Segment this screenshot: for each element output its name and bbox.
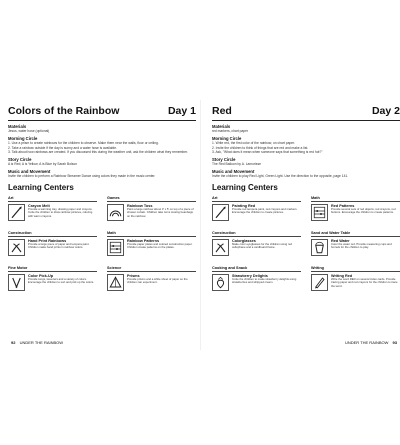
right-day-label: Day 2 <box>371 105 400 117</box>
right-footer-text: UNDER THE RAINBOW <box>344 340 389 345</box>
brush-icon <box>212 204 229 221</box>
center-category: Fine Motor <box>8 266 97 272</box>
center-description: Provide a large piece of paper and tempera paint. Children make hand prints in rainbow colors. <box>28 241 90 250</box>
pencil-icon <box>311 274 328 291</box>
center-description: Provide tongs, tweezers and a variety of colors. Encourage the children to sort and pick up the colors. <box>28 276 95 285</box>
center-category: Math <box>311 196 400 202</box>
center-description: Provide paper plates and colored construction paper. Children create patterns on the plates. <box>127 241 193 250</box>
center-description: Paint a large rainbow about 3' x 5' on top of a piece of shower curtain. Children take turns tossing beanbags on the rainbow. <box>127 206 194 218</box>
brush-icon <box>8 204 25 221</box>
hands-icon <box>8 239 25 256</box>
left-page <box>8 105 196 365</box>
bucket-icon <box>311 239 328 256</box>
center-category: Construction <box>212 231 301 237</box>
left-materials-text: Jesus, water hose (optional) <box>8 129 50 133</box>
right-music-text: Invite the children to play Red Light, Green Light. Use the direction to the opposite, page 141. <box>212 174 349 179</box>
left-learning-centers-heading: Learning Centers <box>8 182 74 192</box>
right-page-title: Red <box>212 105 232 117</box>
left-music-text: Invite the children to perform a Rainbow Streamer Dance using colors they made in the music center. <box>8 174 156 179</box>
center-card <box>311 264 400 299</box>
center-card <box>8 229 97 264</box>
center-card <box>107 264 196 299</box>
center-description: Provide a warming tray, drawing paper and crayons. Invite the children to draw rainbow pictures, coloring with warm crayons. <box>28 206 93 218</box>
left-materials-heading: Materials <box>8 124 27 129</box>
center-category: Construction <box>8 231 97 237</box>
center-title: Crayon Melt <box>28 203 50 208</box>
center-card <box>8 264 97 299</box>
right-title-rule <box>212 120 400 121</box>
center-title: Rainbow Toss <box>127 203 153 208</box>
center-description: Invite the children to make strawberry delights using strawberries and whipped cream. <box>232 276 297 285</box>
right-page-number: 93 <box>392 340 397 345</box>
center-title: Prisms <box>127 273 140 278</box>
page-spine <box>200 100 201 350</box>
right-morning-item: 3. Ask, "What does it mean when someone says that something is red hot?" <box>212 149 323 154</box>
center-title: Painting Red <box>232 203 256 208</box>
abacus-icon <box>107 239 124 256</box>
center-card <box>107 229 196 264</box>
center-title: Colorglasses <box>232 238 256 243</box>
right-centers-grid <box>212 194 400 299</box>
center-description: Provide several sets of red objects, red crayons, red buttons. Encourage the children to create patterns. <box>331 206 396 215</box>
center-card <box>107 194 196 229</box>
center-card <box>212 229 301 264</box>
prism-icon <box>107 274 124 291</box>
right-morning-item: 1. Write red, the first color of the rainbow, on chart paper. <box>212 141 295 146</box>
left-story-text: A is Red; A is Yellow; A is Blue by Sarah Bolson <box>8 162 78 167</box>
left-morning-item: 3. Talk about how rainbows are created. If you discussed this during the weather unit, ask the children what they remember. <box>8 149 188 154</box>
center-description: Make color eyeglasses for the children using red cellophane and a cardboard frame. <box>232 241 293 250</box>
left-story-heading: Story Circle <box>8 157 32 163</box>
center-title: Writing Red <box>331 273 353 278</box>
center-category: Art <box>212 196 301 202</box>
center-category: Science <box>107 266 196 272</box>
center-description: Provide red tempera paint, red crayons and markers. Encourage the children to create pictures. <box>232 206 298 215</box>
left-day-label: Day 1 <box>167 105 196 117</box>
right-story-heading: Story Circle <box>212 157 236 163</box>
center-description: Write the word RED on several index cards. Provide tracing paper and red crayons for the children to trace the word. <box>331 276 398 288</box>
berry-icon <box>212 274 229 291</box>
left-music-heading: Music and Movement <box>8 169 51 175</box>
left-page-title: Colors of the Rainbow <box>8 105 120 117</box>
right-footer <box>212 340 400 345</box>
abacus-icon <box>311 204 328 221</box>
center-card <box>8 194 97 229</box>
center-title: Color Pick-Up <box>28 273 54 278</box>
right-music-heading: Music and Movement <box>212 169 255 175</box>
center-card <box>212 264 301 299</box>
center-category: Sand and Water Table <box>311 231 400 237</box>
center-card <box>311 229 400 264</box>
center-card <box>212 194 301 229</box>
left-footer-text: UNDER THE RAINBOW <box>19 340 64 345</box>
center-category: Games <box>107 196 196 202</box>
right-page <box>212 105 400 365</box>
left-footer <box>8 340 63 345</box>
tongs-icon <box>8 274 25 291</box>
right-materials-text: red markers, chart paper <box>212 129 249 133</box>
center-category: Cooking and Snack <box>212 266 301 272</box>
center-category: Art <box>8 196 97 202</box>
center-card <box>311 194 400 229</box>
center-category: Math <box>107 231 196 237</box>
right-morning-item: 2. Invite the children to think of things that are red and make a list. <box>212 145 309 150</box>
left-title-row <box>8 105 196 121</box>
center-description: Color the water red. Provide measuring cups and funnels for the children to play. <box>331 241 392 250</box>
center-category: Writing <box>311 266 400 272</box>
center-title: Strawberry Delights <box>232 273 268 278</box>
left-page-number: 92 <box>11 340 16 345</box>
left-centers-grid <box>8 194 196 299</box>
center-title: Hand Print Rainbows <box>28 238 67 243</box>
center-title: Rainbow Patterns <box>127 238 160 243</box>
rainbow-icon <box>107 204 124 221</box>
center-title: Red Patterns <box>331 203 355 208</box>
right-title-row <box>212 105 400 121</box>
left-morning-item: 2. Take a rainbow outside if the day is sunny and a water hose is available. <box>8 145 117 150</box>
left-title-rule <box>8 120 196 121</box>
right-morning-heading: Morning Circle <box>212 136 242 142</box>
right-story-text: The Red Balloon by A. Lamorisse <box>212 162 261 167</box>
left-morning-heading: Morning Circle <box>8 136 38 142</box>
right-materials-heading: Materials <box>212 124 231 129</box>
hands-icon <box>212 239 229 256</box>
center-description: Provide prisms and a white sheet of paper so the children can experiment. <box>127 276 188 285</box>
left-morning-item: 1. Use a prism to create rainbows for the children to observe. Make them near the walls, floor or ceiling. <box>8 141 159 146</box>
center-title: Red Water <box>331 238 350 243</box>
right-learning-centers-heading: Learning Centers <box>212 182 278 192</box>
